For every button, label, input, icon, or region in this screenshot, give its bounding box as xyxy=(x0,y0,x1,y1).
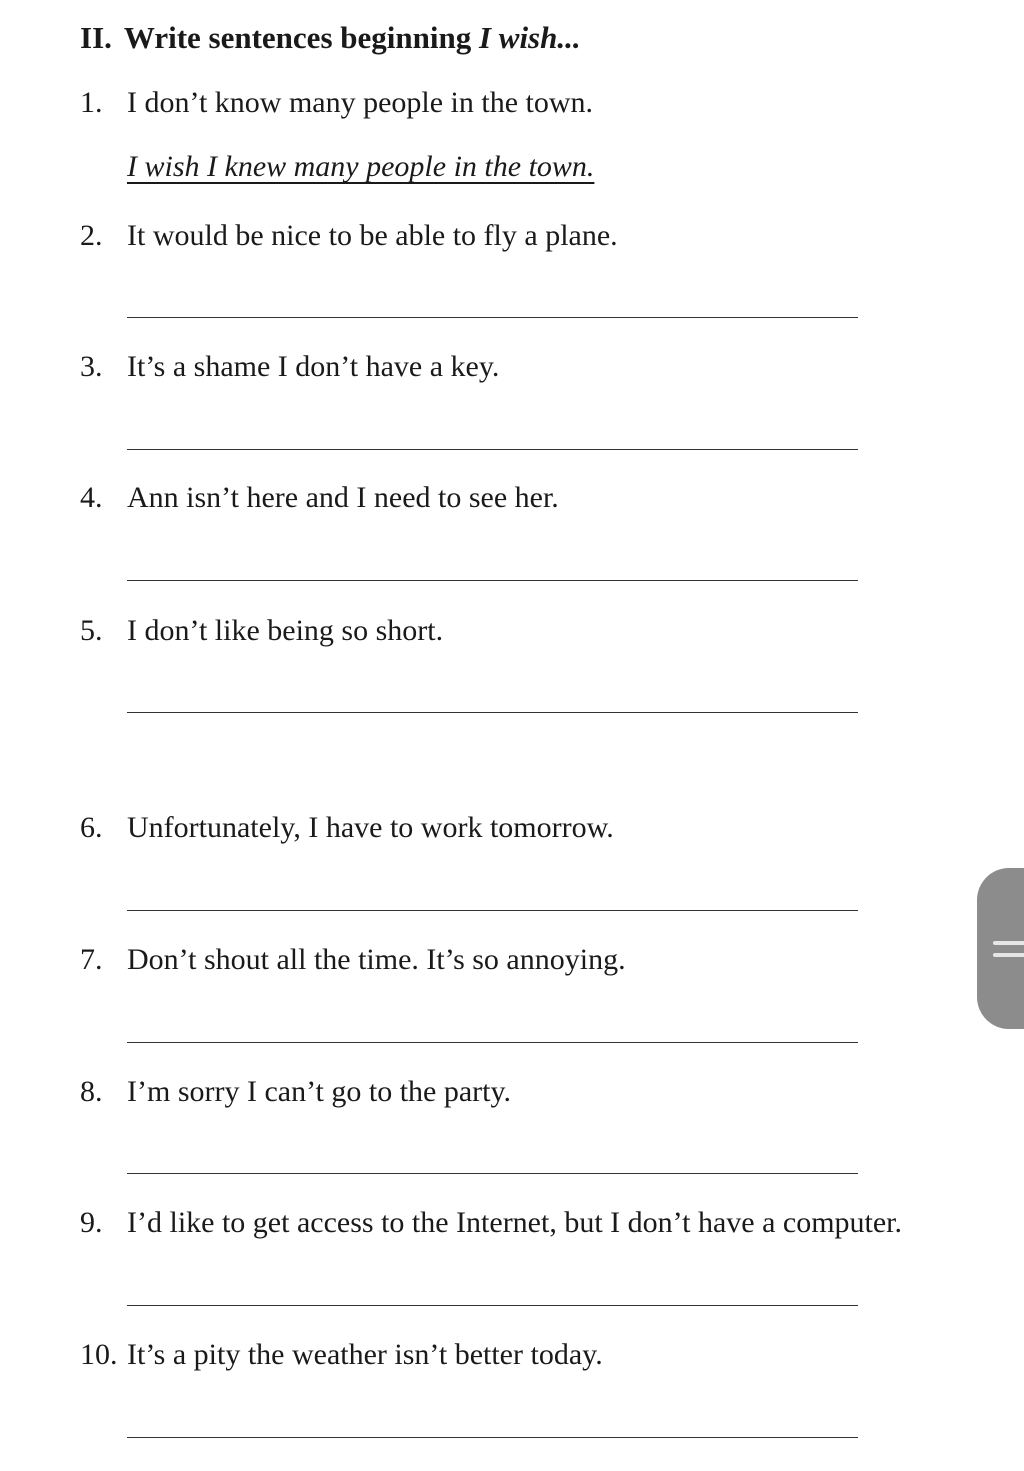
item-prompt: It’s a shame I don’t have a key. xyxy=(127,350,500,383)
item-number: 3. xyxy=(80,350,103,383)
answer-line-2[interactable] xyxy=(127,317,858,318)
answer-line-8[interactable] xyxy=(127,1173,858,1174)
drag-handle-icon xyxy=(993,953,1024,957)
drag-handle-icon xyxy=(993,941,1024,945)
item-number: 5. xyxy=(80,614,103,647)
item-prompt: Don’t shout all the time. It’s so annoying. xyxy=(127,943,626,976)
item-prompt: I don’t know many people in the town. xyxy=(127,86,594,119)
item-number: 10. xyxy=(80,1338,118,1371)
example-answer: I wish I knew many people in the town. xyxy=(127,150,595,183)
item-prompt: It’s a pity the weather isn’t better today. xyxy=(127,1338,603,1371)
exercise-item-8 xyxy=(80,1075,511,1109)
item-prompt: I’m sorry I can’t go to the party. xyxy=(127,1075,512,1108)
section-number: II. xyxy=(80,20,112,55)
scroll-handle[interactable] xyxy=(977,868,1024,1029)
item-number: 7. xyxy=(80,943,103,976)
exercise-item-1 xyxy=(80,86,593,120)
exercise-item-2 xyxy=(80,219,618,253)
exercise-item-4 xyxy=(80,481,559,515)
answer-line-3[interactable] xyxy=(127,449,858,450)
section-instruction: Write sentences beginning xyxy=(123,20,479,55)
answer-line-4[interactable] xyxy=(127,580,858,581)
item-number: 9. xyxy=(80,1206,103,1239)
exercise-item-3 xyxy=(80,350,499,384)
answer-line-6[interactable] xyxy=(127,910,858,911)
exercise-item-9 xyxy=(80,1206,902,1240)
section-instruction-emphasis: I wish... xyxy=(478,20,581,55)
answer-line-9[interactable] xyxy=(127,1305,858,1306)
item-number: 8. xyxy=(80,1075,103,1108)
section-heading xyxy=(80,20,581,56)
item-prompt: It would be nice to be able to fly a plane. xyxy=(127,219,618,252)
exercise-item-6 xyxy=(80,811,614,845)
item-prompt: I don’t like being so short. xyxy=(127,614,444,647)
item-prompt: Ann isn’t here and I need to see her. xyxy=(127,481,559,514)
item-number: 1. xyxy=(80,86,103,119)
exercise-item-7 xyxy=(80,943,626,977)
item-number: 4. xyxy=(80,481,103,514)
exercise-item-5 xyxy=(80,614,443,648)
exercise-item-10 xyxy=(80,1338,603,1372)
answer-line-5[interactable] xyxy=(127,712,858,713)
answer-line-7[interactable] xyxy=(127,1042,858,1043)
item-prompt: I’d like to get access to the Internet, but I don’t have a computer. xyxy=(127,1206,903,1239)
item-number: 6. xyxy=(80,811,103,844)
answer-line-10[interactable] xyxy=(127,1437,858,1438)
item-prompt: Unfortunately, I have to work tomorrow. xyxy=(127,811,614,844)
item-number: 2. xyxy=(80,219,103,252)
